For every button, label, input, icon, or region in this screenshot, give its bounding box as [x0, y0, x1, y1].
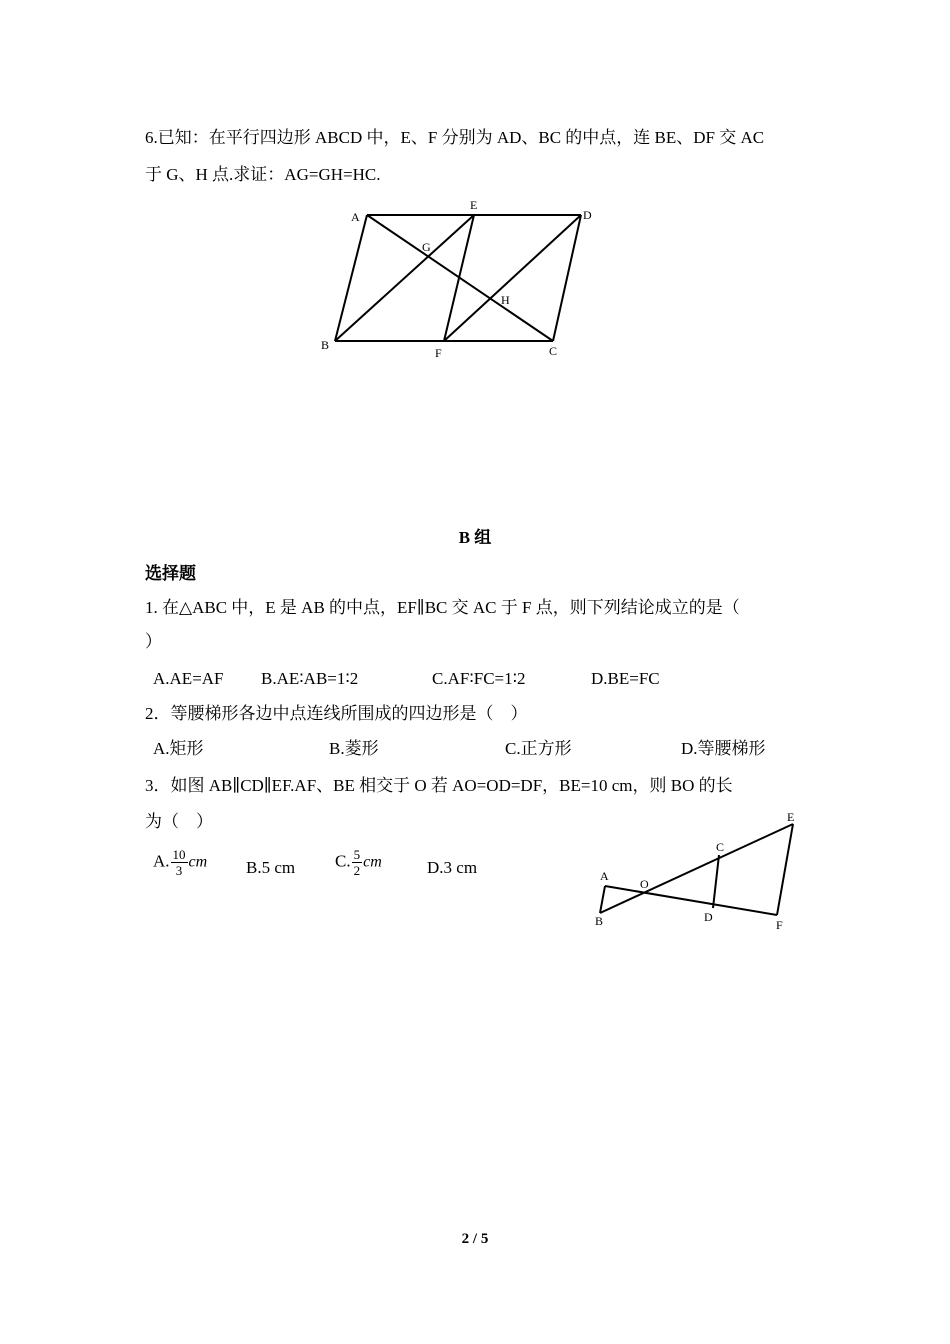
segment-AB [600, 886, 605, 913]
q3-option-a-unit: cm [188, 853, 208, 871]
page-number: 2 / 5 [461, 1231, 489, 1247]
segment-FD [444, 215, 581, 341]
label-C: C [549, 344, 558, 358]
q1-text: 1. 在△ABC 中，E 是 AB 的中点，EF∥BC 交 AC 于 F 点，则下列结论成立的是（ [145, 598, 740, 617]
q2-option-d: D.等腰梯形 [681, 739, 766, 758]
q3-option-c-numerator: 5 [353, 847, 361, 862]
q3-text: 3．如图 AB∥CD∥EF.AF、BE 相交于 O 若 AO=OD=DF，BE=10 cm，则 BO 的长 [145, 776, 733, 795]
segment-EF [777, 824, 793, 915]
segment-AB [335, 215, 367, 341]
group-title: B 组 [458, 528, 492, 547]
label-D: D [583, 208, 592, 222]
q3-option-a-fraction [171, 847, 188, 878]
label-D: D [704, 910, 713, 924]
q3-option-a-prefix: A. [153, 851, 170, 871]
q3-option-c-unit: cm [363, 853, 382, 871]
segment-BE [335, 215, 474, 341]
q3-option-a [153, 847, 207, 878]
q3-option-c-fraction [352, 847, 363, 878]
q2-option-c: C.正方形 [505, 739, 572, 758]
q3-option-c-prefix: C. [335, 851, 351, 871]
label-E: E [787, 810, 795, 824]
q1-option-b: B.AE∶AB=1∶2 [261, 669, 359, 688]
segment-CD [713, 855, 719, 908]
label-G: G [422, 240, 431, 254]
label-A: A [351, 210, 360, 224]
q3-text-cont: 为（ ） [145, 812, 213, 831]
q1-option-d: D.BE=FC [591, 669, 660, 688]
label-A: A [600, 869, 609, 883]
q3-option-a-denominator: 3 [175, 863, 183, 878]
q2-option-a: A.矩形 [153, 739, 204, 758]
q3-option-b: B.5 cm [246, 858, 296, 877]
label-F: F [435, 346, 442, 360]
q3-figure [590, 808, 805, 933]
label-B: B [595, 914, 604, 928]
q3-option-d: D.3 cm [427, 858, 478, 877]
parallelogram-figure [315, 195, 605, 365]
label-F: F [776, 918, 783, 932]
segment-EF [444, 215, 474, 341]
segment-DC [553, 215, 581, 341]
label-C: C [716, 840, 725, 854]
q2-text: 2．等腰梯形各边中点连线所围成的四边形是（ ） [145, 704, 528, 723]
q1-text-cont: ） [145, 632, 162, 651]
q1-option-c: C.AF∶FC=1∶2 [432, 669, 526, 688]
segment-AF [605, 886, 777, 915]
segment-BE [600, 824, 793, 913]
q6-line2: 于 G、H 点.求证：AG=GH=HC. [145, 165, 381, 184]
q1-option-a: A.AE=AF [153, 669, 224, 688]
q3-option-a-numerator: 10 [172, 847, 186, 862]
label-H: H [501, 293, 510, 307]
label-B: B [321, 338, 330, 352]
label-E: E [470, 198, 478, 212]
q3-option-c-denominator: 2 [353, 863, 361, 878]
section-title: 选择题 [145, 564, 196, 583]
q2-option-b: B.菱形 [329, 739, 379, 758]
label-O: O [640, 877, 649, 891]
q6-line1: 6.已知：在平行四边形 ABCD 中，E、F 分别为 AD、BC 的中点，连 BE、DF 交 AC [145, 128, 765, 147]
q3-option-c [335, 847, 382, 878]
